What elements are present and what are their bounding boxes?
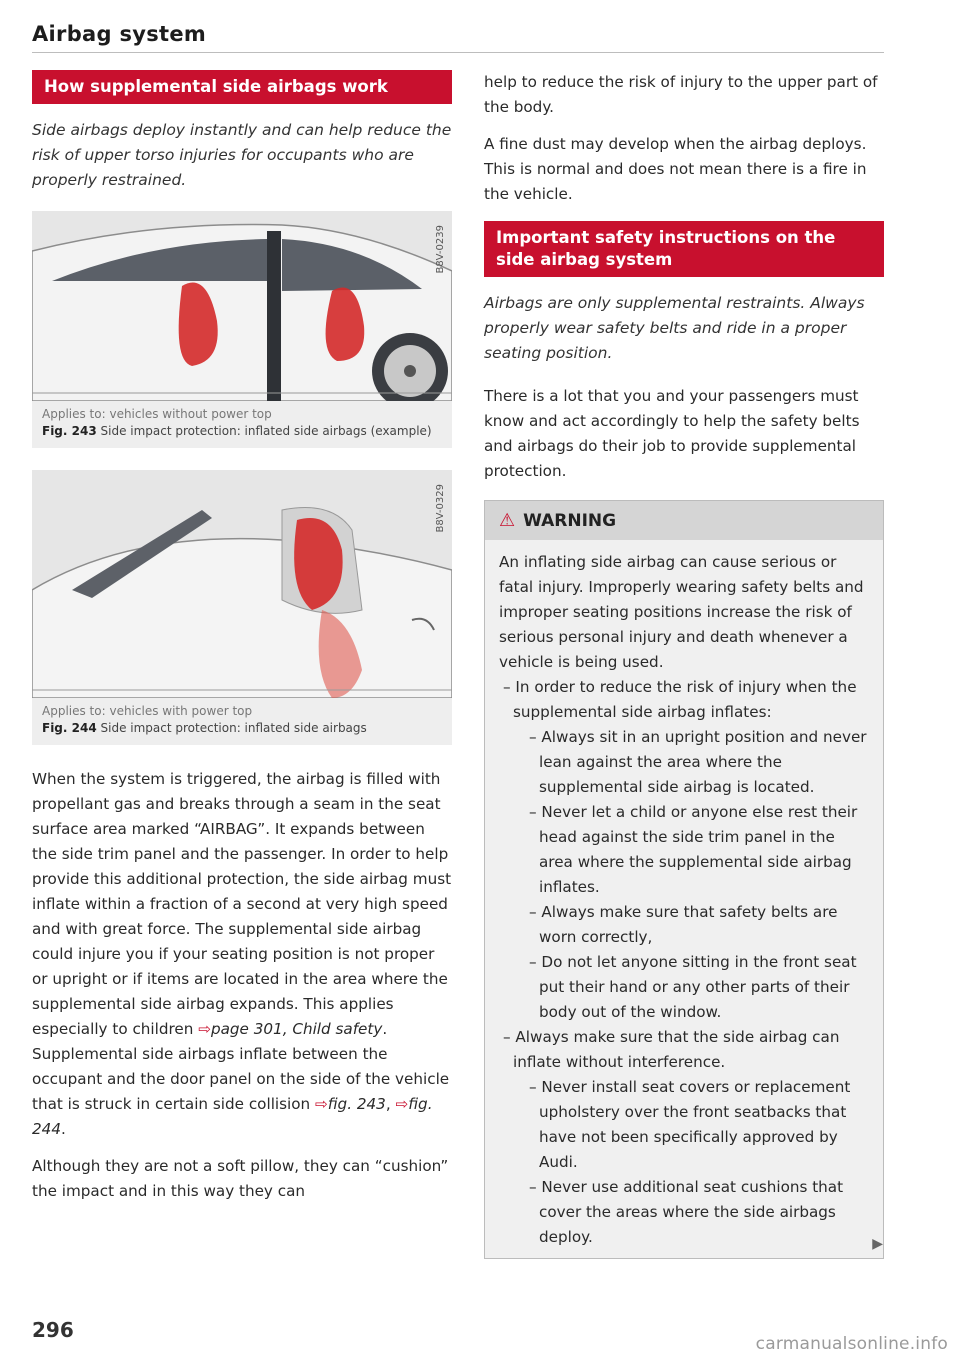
figure-244	[32, 470, 452, 745]
header-divider	[32, 52, 884, 53]
paragraph-fine-dust: A fine dust may develop when the airbag deploys. This is normal and does not mean there is a fire in the vehicle.	[484, 135, 867, 203]
figure-244-caption	[32, 718, 452, 745]
warning-subitem: – Never let a child or anyone else rest their head against the side trim panel in the area where the supplemental side airbag inflates.	[529, 803, 858, 896]
link-fig-244[interactable]: fig. 244	[32, 1095, 433, 1138]
warning-box	[484, 500, 884, 1259]
figure-243-applies: Applies to: vehicles without power top	[42, 407, 272, 421]
page-header-title: Airbag system	[32, 22, 207, 46]
warning-item: – Always make sure that the side airbag can inflate without interference.	[503, 1028, 840, 1071]
figure-244-caption-text: Side impact protection: inflated side airbags	[100, 721, 367, 735]
paragraph-cushion: Although they are not a soft pillow, they can “cushion” the impact and in this way they can	[32, 1157, 449, 1200]
figure-243-caption	[32, 421, 452, 448]
paragraph-continued: help to reduce the risk of injury to the upper part of the body.	[484, 73, 878, 116]
sedan-side-airbag-illustration	[32, 211, 452, 401]
watermark-text: carmanualsonline.info	[755, 1334, 948, 1354]
section-intro-safety: Airbags are only supplemental restraints. Always properly wear safety belts and ride in a proper seating position.	[484, 294, 865, 362]
figure-243-label: Fig. 243	[42, 424, 97, 438]
warning-subitem: – Always sit in an upright position and never lean against the area where the supplemental side airbag is located.	[529, 728, 867, 796]
continue-arrow-icon: ▶	[872, 1236, 883, 1252]
paragraph-separator: ,	[385, 1095, 396, 1113]
figure-244-illustration	[32, 470, 452, 698]
paragraph-text-b: . Supplemental side airbags inflate between the occupant and the door panel on the side of the vehicle that is struck in certain side collision	[32, 1020, 450, 1113]
cabriolet-side-airbag-illustration	[32, 470, 452, 698]
right-column	[484, 70, 884, 1259]
warning-item: – In order to reduce the risk of injury when the supplemental side airbag inflates:	[503, 678, 857, 721]
section-heading-safety-instructions: Important safety instructions on the side airbag system	[484, 221, 884, 277]
warning-title: WARNING	[523, 511, 617, 531]
ref-arrow-icon: ⇨	[198, 1020, 211, 1038]
warning-triangle-icon: ⚠	[499, 510, 516, 531]
ref-arrow-icon: ⇨	[315, 1095, 328, 1113]
paragraph-text-a: When the system is triggered, the airbag is filled with propellant gas and breaks through a seam in the seat surface area marked “AIRBAG”. It expands between the side trim panel and the passenger. In order to help provide this additional protection, the side airbag must inflate within a fraction of a second at very high speed and with great force. The supplemental side airbag could injure you if your seating position is not proper or upright or if items are located in the area where the supplemental side airbag expands. This applies especially to children	[32, 770, 452, 1038]
left-column	[32, 70, 452, 1216]
warning-header	[485, 501, 883, 540]
figure-244-label: Fig. 244	[42, 721, 97, 735]
link-fig-243[interactable]: fig. 243	[327, 1095, 386, 1113]
figure-244-code: B8V-0329	[435, 484, 446, 533]
warning-subitem: – Always make sure that safety belts are worn correctly,	[529, 903, 838, 946]
figure-243	[32, 211, 452, 448]
warning-subitem: – Never use additional seat cushions that cover the areas where the side airbags deploy.	[529, 1178, 844, 1246]
section-intro: Side airbags deploy instantly and can help reduce the risk of upper torso injuries for occupants who are properly restrained.	[32, 121, 452, 189]
link-child-safety[interactable]: page 301, Child safety	[210, 1020, 383, 1038]
warning-lead: An inflating side airbag can cause serious or fatal injury. Improperly wearing safety belts and improper seating positions increase the risk of serious personal injury and death whenever a vehicle is being used.	[499, 553, 864, 671]
section-heading-side-airbags-work: How supplemental side airbags work	[32, 70, 452, 104]
page-number: 296	[32, 1318, 74, 1342]
warning-body	[485, 540, 883, 1258]
ref-arrow-icon: ⇨	[395, 1095, 409, 1113]
figure-244-applies: Applies to: vehicles with power top	[42, 704, 253, 718]
warning-subitem: – Never install seat covers or replacement upholstery over the front seatbacks that have not been specifically approved by Audi.	[529, 1078, 851, 1171]
paragraph-end: .	[61, 1120, 66, 1138]
paragraph-system-triggered	[32, 767, 452, 1142]
figure-243-caption-text: Side impact protection: inflated side airbags (example)	[100, 424, 432, 438]
figure-243-code: B8V-0239	[435, 225, 446, 274]
paragraph-passengers-know: There is a lot that you and your passengers must know and act accordingly to help the safety belts and airbags do their job to provide supplemental protection.	[484, 387, 860, 480]
warning-subitem: – Do not let anyone sitting in the front seat put their hand or any other parts of their body out of the window.	[529, 953, 857, 1021]
figure-243-illustration	[32, 211, 452, 401]
